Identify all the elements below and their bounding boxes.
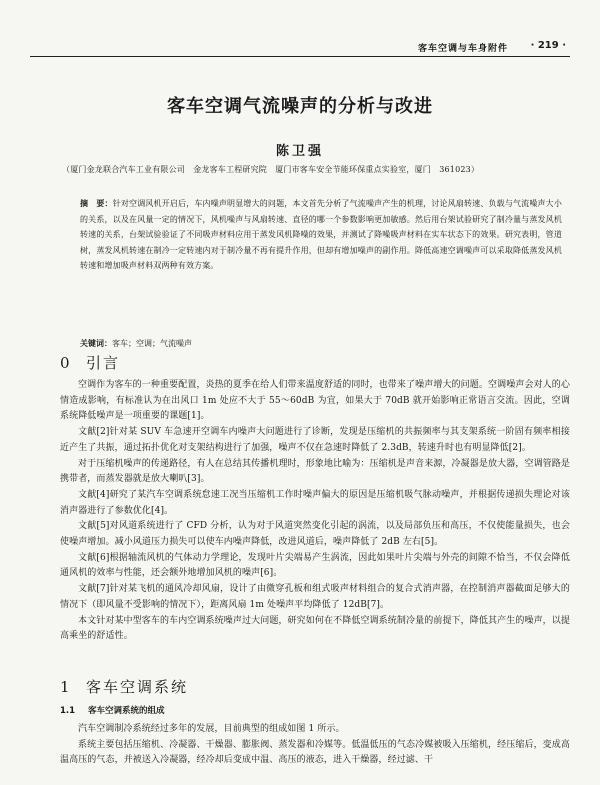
- paragraph: 文献[2]针对某 SUV 车急速开空调车内噪声大问题进行了诊断，发现是压缩机的共振频率与其支架系统一阶固有频率相接近产生了共振，通过拓扑优化对支架结构进行了加强，噪声不仅在急速时降低了 2.3dB，转速升时也有明显降低[2]。: [60, 427, 570, 453]
- paragraph: 文献[4]研究了某汽车空调系统怠速工况当压缩机工作时噪声偏大的原因是压缩机吸气脉动噪声，并根据传递损失理论对该消声器进行了参数优化[4]。: [60, 489, 570, 516]
- running-head: 客车空调与车身附件: [417, 44, 508, 54]
- subsection-heading: [60, 704, 165, 716]
- paragraph: 文献[5]对风道系统进行了 CFD 分析，认为对于风道突然变化引起的涡流，以及局部负压和高压，不仅使能量损失，也会使噪声增加。减小风道压力损失可以使车内噪声降低，改进风道后，噪声降低了 2dB 左右[5]。: [60, 521, 570, 548]
- paragraph: 汽车空调制冷系统经过多年的发展，目前典型的组成如图 1 所示。: [78, 724, 345, 734]
- section-number: 0: [60, 354, 72, 372]
- subsection-title: 客车空调系统的组成: [88, 706, 165, 716]
- author-affiliation: （厦门金龙联合汽车工业有限公司 金龙客车工程研究院 厦门市客车安全节能环保重点实验室，厦门 361023）: [62, 165, 480, 174]
- abstract: [80, 196, 562, 274]
- paragraph: 文献[6]根据轴流风机的气体动力学理论，发现叶片尖端易产生涡流，因此如果叶片尖端与外壳的间隙不恰当，不仅会降低通风机的效率与性能，还会额外地增加风机的噪声[6]。: [60, 552, 570, 579]
- keywords-label: 关键词：: [80, 339, 112, 348]
- subsection-number: 1.1: [60, 706, 76, 716]
- section-number: 1: [60, 678, 72, 696]
- paragraph: 文献[7]针对某飞机的通风冷却风扇，设计了由微穿孔板和组式吸声材料组合的复合式消声器，在控制消声器截面足够大的情况下（即风量不受影响的情况下），距离风扇 1m 处噪声平均降低了 12dB[7]。: [60, 584, 570, 610]
- page-number: · 219 ·: [530, 40, 566, 51]
- abstract-text: 针对空调风机开启后，车内噪声明显增大的问题，本文首先分析了气流噪声产生的机理，讨论风扇转速、负载与气流噪声大小的关系，以及在风量一定的情况下，风机噪声与风扇转速、直径的哪一个参数影响更加敏感。然后用台架试验研究了制冷量与蒸发风机转速的关系，台架试验验证了不同吸声材料应用于蒸发风机降噪的效果，并测试了降噪吸声材料在实车状态下的效果。研究表明，管道树，蒸发风机转速在制冷一定转速内对于制冷量不再有提升作用，但却有增加噪声的副作用。降低高速空调噪声可以采取降低蒸发风机转速和增加吸声材料双两种有效方案。: [80, 199, 562, 271]
- author-name: 陈卫强: [275, 144, 324, 159]
- section-heading-introduction: [60, 352, 120, 373]
- section-heading-bus-ac-system: [60, 676, 188, 697]
- section1-body: [60, 722, 570, 769]
- keywords: [80, 338, 562, 349]
- introduction-body: [60, 378, 570, 645]
- paragraph: 空调作为客车的一种重要配置，炎热的夏季在给人们带来温度舒适的同时，也带来了噪声增大的问题。空调噪声会对人的心情造成影响，有标准认为在出风口 1m 处应不大于 55～60dB 为宜，如果大于 70dB 就开始影响正常语言交流。因此，空调系统降低噪声是一项重要的课题[1]。: [60, 380, 570, 422]
- section-title: 客车空调系统: [86, 678, 189, 696]
- paragraph: 系统主要包括压缩机、冷凝器、干燥器、膨胀阀、蒸发器和冷媒等。低温低压的气态冷媒被吸入压缩机，经压缩后，变成高温高压的气态，并被送入冷凝器，经冷却后变成中温、高压的液态，进入干燥器，经过滤、干: [60, 739, 570, 766]
- keywords-text: 客车；空调；气流噪声: [112, 339, 192, 348]
- section-title: 引言: [86, 354, 121, 372]
- header-rule: [30, 56, 570, 57]
- paragraph: 本文针对某中型客车的车内空调系统噪声过大问题，研究如何在不降低空调系统制冷量的前提下，降低其产生的噪声，以提高乘坐的舒适性。: [60, 615, 570, 642]
- paragraph: 对于压缩机噪声的传递路径，有人在总结其传播机理时，形象地比喻为：压缩机是声音来源，冷凝器是放大器，空调管路是携带者，而蒸发器就是放大喇叭[3]。: [60, 458, 570, 485]
- abstract-label: 摘 要：: [80, 199, 113, 208]
- paper-title: 客车空调气流噪声的分析与改进: [167, 96, 433, 117]
